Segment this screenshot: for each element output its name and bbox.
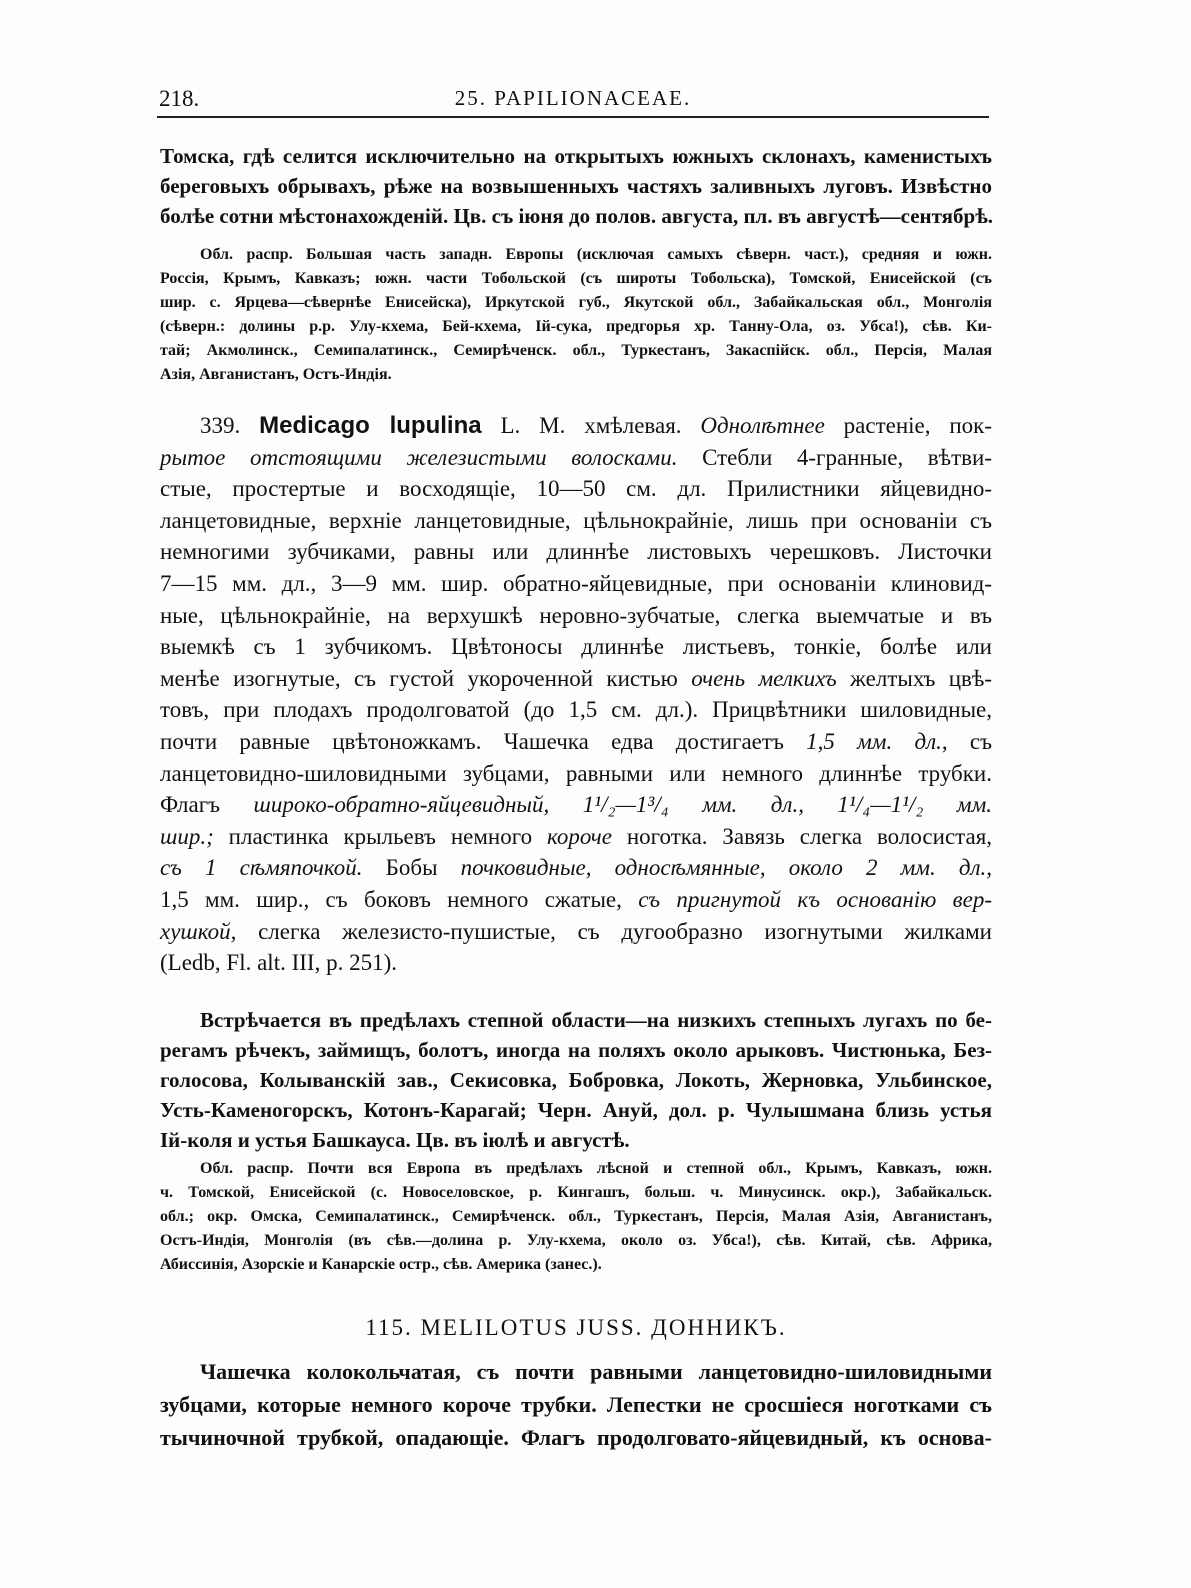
text-line: тычиночной трубкой, опадающіе. Флагъ продолговато-яйцевидный, къ основа- [160,1425,992,1450]
text-line: регамъ рѣчекъ, займищъ, болотъ, иногда на поляхъ около арыковъ. Чистюнька, Без- [160,1038,992,1062]
text-segment: Флагъ [160,792,221,818]
text-line: Чашечка колокольчатая, съ почти равными ланцетовидно-шиловидными [200,1359,992,1384]
text-line [160,442,992,474]
text-segment: менѣе изогнутые, съ густой укороченной кистью [160,665,678,691]
text-line [160,852,992,884]
text-segment: Бобы [385,855,438,881]
text-line: Томска, гдѣ селится исключительно на открытыхъ южныхъ склонахъ, каменистыхъ [160,144,992,168]
text-segment: почти равные цвѣтоножкамъ. Чашечка едва достигаетъ [160,728,784,754]
text-line: Обл. распр. Почти вся Европа въ предѣлахъ лѣсной и степной обл., Крымъ, Кавказъ, южн. [200,1160,992,1177]
species-name: Medicago lupulina [259,412,482,439]
species-description [160,410,992,979]
italic-text: очень мелкихъ [691,665,837,691]
text-line: Азія, Авганистанъ, Остъ-Индія. [160,366,392,383]
text-line: голосова, Колыванскій зав., Секисовка, Бобровка, Локоть, Жерновка, Ульбинское, [160,1068,992,1092]
italic-text: съ 1 сѣмяпочкой. [160,855,363,881]
text-segment: пластинка крыльевъ немного [228,823,533,849]
text-line: Абиссинія, Азорскіе и Канарскіе остр., сѣв. Америка (занес.). [160,1256,602,1273]
text-line: 7—15 мм. дл., 3—9 мм. шир. обратно-яйцевидные, при основаніи клиновид- [160,570,992,596]
genus-description [160,1355,992,1454]
genus-heading: 115. MELILOTUS JUSS. ДОННИКЪ. [365,1315,787,1340]
italic-text: почковидные, односѣмянные, около 2 мм. дл., [460,855,993,881]
text-line [160,789,992,821]
species-authority: L. M. хмѣлевая. [500,413,682,438]
text-line: Встрѣчается въ предѣлахъ степной области—на низкихъ степныхъ лугахъ по бе- [200,1008,992,1032]
text-line [160,884,992,916]
text-line: Ій-коля и устья Башкауса. Цв. въ іюлѣ и августѣ. [160,1128,630,1152]
text-line [160,916,992,948]
text-line [160,663,992,695]
text-line [160,726,992,758]
text-segment: желтыхъ цвѣ- [850,665,993,691]
text-line: ланцетовидно-шиловидными зубцами, равными или немного длиннѣе трубки. [160,760,992,786]
italic-text: хушкой, [160,918,237,944]
distribution-paragraph [160,1157,992,1277]
text-line: (сѣверн.: долины р.р. Улу-кхема, Бей-кхема, Ій-сука, предгорья хр. Танну-Ола, оз. Убса!), сѣв. Ки- [160,318,992,335]
text-segment: растеніе, пок- [843,413,993,438]
text-segment: , съ [941,728,992,754]
text-line: ланцетовидные, верхніе ланцетовидные, цѣльнокрайніе, лишь при основаніи съ [160,507,992,533]
text-line: выемкѣ съ 1 зубчикомъ. Цвѣтоносы длиннѣе листьевъ, тонкіе, болѣе или [160,634,992,660]
italic-text: Однолѣтнее [700,413,825,438]
text-line: ч. Томской, Енисейской (с. Новоселовское, р. Кингашъ, больш. ч. Минусинск. окр.), Забайкальск. [160,1184,992,1201]
italic-text: 1¹/₂—1³/₄ мм. дл., 1¹/₄—1¹/₂ мм. [582,792,993,818]
text-line: береговыхъ обрывахъ, рѣже на возвышенныхъ частяхъ заливныхъ луговъ. Извѣстно [160,174,992,198]
text-line: Россія, Крымъ, Кавказъ; южн. части Тобольской (съ широты Тобольска), Томской, Енисейской (съ [160,270,992,287]
species-number: 339. [200,413,241,438]
running-title: 25. PAPILIONACEAE. [454,86,692,110]
text-line: зубцами, которые немного короче трубки. Лепестки не сросшіеся ноготками съ [160,1392,992,1417]
text-segment: 1,5 мм. шир., съ боковъ немного сжатые, [160,886,622,912]
text-line: (Ledb, Fl. alt. III, p. 251). [160,950,397,976]
text-line: тай; Акмолинск., Семипалатинск., Семирѣченск. обл., Туркестанъ, Закаспійск. обл., Персія, Малая [160,342,992,359]
italic-text: короче [546,823,612,849]
text-line [160,410,992,442]
italic-text: широко-обратно-яйцевидный, [253,792,550,818]
italic-text: 1,5 мм. дл. [806,728,942,754]
text-segment: слегка железисто-пушистые, съ дугообразно изогнутыми жилками [258,918,992,944]
text-line: товъ, при плодахъ продолговатой (до 1,5 см. дл.). Прицвѣтники шиловидные, [160,697,992,723]
text-line: болѣе сотни мѣстонахожденій. Цв. съ іюня до полов. августа, пл. въ августѣ—сентябрѣ. [160,204,994,228]
text-line: ные, цѣльнокрайніе, на верхушкѣ неровно-зубчатые, слегка выемчатые и въ [160,602,992,628]
text-line: стые, простертые и восходящіе, 10—50 см. дл. Прилистники яйцевидно- [160,476,992,502]
text-line: немногими зубчиками, равны или длиннѣе листовыхъ черешковъ. Листочки [160,539,992,565]
text-line: обл.; окр. Омска, Семипалатинск., Семирѣченск. обл., Туркестанъ, Персія, Малая Азія, Авганистанъ, [160,1208,992,1225]
distribution-paragraph [160,243,992,387]
text-segment: Стебли 4-гранные, вѣтви- [702,444,992,470]
page-number: 218. [159,86,200,111]
page-header [157,84,989,118]
text-line: Остъ-Индія, Монголія (въ сѣв.—долина р. Улу-кхема, около оз. Убса!), сѣв. Китай, сѣв. Африка, [160,1232,992,1249]
italic-text: съ пригнутой къ основанію вер- [638,886,992,912]
text-line: шир. с. Ярцева—сѣвернѣе Енисейска), Иркутской губ., Якутской обл., Забайкальская обл., Монголія [160,294,992,311]
text-line [160,821,992,853]
italic-text: шир.; [160,823,214,849]
text-line: Обл. распр. Большая часть западн. Европы (исключая самыхъ сѣверн. част.), средняя и южн. [200,246,992,263]
text-line: Усть-Каменогорскъ, Котонъ-Карагай; Черн. Ануй, дол. р. Чулышмана близь устья [160,1098,992,1122]
italic-text: рытое отстоящими железистыми волосками. [160,444,678,470]
text-segment: ноготка. Завязь слегка волосистая, [626,823,993,849]
habitat-paragraph [160,1005,992,1155]
intro-paragraph [160,141,992,231]
